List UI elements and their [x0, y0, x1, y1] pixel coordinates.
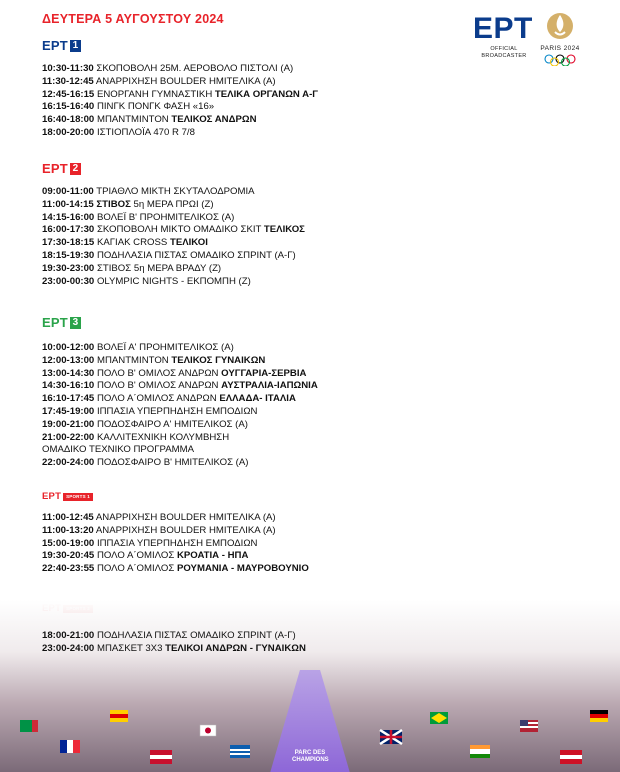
schedule-row: 19:30-23:00 ΣΤΙΒΟΣ 5η ΜΕΡΑ ΒΡΑΔΥ (Ζ) — [42, 262, 222, 274]
paris-2024-logo — [536, 10, 584, 66]
schedule-row: 19:30-20:45 ΠΟΛΟ Α΄ΟΜΙΛΟΣ ΚΡΟΑΤΙΑ - ΗΠΑ — [42, 550, 249, 562]
schedule-row: 15:00-19:00 ΙΠΠΑΣΙΑ ΥΠΕΡΠΗΔΗΣΗ ΕΜΠΟΔΙΩΝ — [42, 537, 258, 549]
channel-ert-sports1-section — [42, 490, 309, 575]
schedule-row: 16:40-18:00 ΜΠΑΝΤΜΙΝΤΟΝ ΤΕΛΙΚΟΣ ΑΝΔΡΩΝ — [42, 114, 257, 126]
schedule-row: 11:00-14:15 ΣΤΙΒΟΣ 5η ΜΕΡΑ ΠΡΩΙ (Ζ) — [42, 198, 214, 210]
channel-ert2-rows — [42, 186, 305, 288]
schedule-row: 13:00-14:30 ΠΟΛΟ Β' ΟΜΙΛΟΣ ΑΝΔΡΩΝ ΟΥΓΓΑΡΙΑ-ΣΕΡΒΙΑ — [42, 367, 307, 379]
schedule-row: 18:15-19:30 ΠΟΔΗΛΑΣΙΑ ΠΙΣΤΑΣ ΟΜΑΔΙΚΟ ΣΠΡΙΝΤ (Α-Γ) — [42, 249, 296, 261]
paris-2024-text: PARIS 2024 — [540, 45, 580, 52]
schedule-row: 22:40-23:55 ΠΟΛΟ Α΄ΟΜΙΛΟΣ ΡΟΥΜΑΝΙΑ - ΜΑΥΡΟΒΟΥΝΙΟ — [42, 563, 309, 575]
schedule-row: 17:45-19:00 ΙΠΠΑΣΙΑ ΥΠΕΡΠΗΔΗΣΗ ΕΜΠΟΔΙΩΝ — [42, 405, 258, 417]
channel-name: ΕΡΤ — [42, 315, 68, 330]
schedule-row: 21:00-22:00 ΚΑΛΛΙΤΕΧΝΙΚΗ ΚΟΛΥΜΒΗΣΗ — [42, 431, 230, 443]
ert-sub-official: OFFICIAL — [490, 46, 518, 52]
schedule-row: 12:45-16:15 ΕΝΟΡΓΑΝΗ ΓΥΜΝΑΣΤΙΚΗ ΤΕΛΙΚΑ ΟΡΓΑΝΩΝ Α-Γ — [42, 88, 319, 100]
schedule-row: 09:00-11:00 ΤΡΙΑΘΛΟ ΜΙΚΤΗ ΣΚΥΤΑΛΟΔΡΟΜΙΑ — [42, 186, 255, 197]
schedule-row-continuation: ΟΜΑΔΙΚΟ ΤΕΧΝΙΚΟ ΠΡΟΓΡΑΜΜΑ — [42, 444, 195, 456]
channel-name: ΕΡΤ — [42, 38, 68, 53]
channel-ert-sports2-rows — [42, 630, 306, 656]
olympic-flame-icon — [536, 10, 584, 44]
schedule-row: 14:15-16:00 ΒΟΛΕΪ Β' ΠΡΟΗΜΙΤΕΛΙΚΟΣ (Α) — [42, 211, 235, 223]
channel-number: 1 — [70, 40, 81, 52]
channel-number: 2 — [70, 163, 81, 175]
schedule-row: 23:00-24:00 ΜΠΑΣΚΕΤ 3Χ3 ΤΕΛΙΚΟΙ ΑΝΔΡΩΝ - ΓΥΝΑΙΚΩΝ — [42, 642, 306, 654]
schedule-row: 11:00-13:20 ΑΝΑΡΡΙΧΗΣΗ BOULDER ΗΜΙΤΕΛΙΚΑ (Α) — [42, 524, 276, 536]
ert-logo — [473, 14, 535, 60]
channel-ert1-section — [42, 38, 319, 138]
date-title: ΔΕΥΤΕΡΑ 5 ΑΥΓΟΥΣΤΟΥ 2024 — [42, 12, 224, 26]
schedule-row: 10:30-11:30 ΣΚΟΠΟΒΟΛΗ 25Μ. ΑΕΡΟΒΟΛΟ ΠΙΣΤΟΛΙ (Α) — [42, 63, 294, 74]
channel-name: ΕΡΤ — [42, 491, 62, 502]
schedule-row: 14:30-16:10 ΠΟΛΟ Β' ΟΜΙΛΟΣ ΑΝΔΡΩΝ ΑΥΣΤΡΑΛΙΑ-ΙΑΠΩΝΙΑ — [42, 380, 318, 392]
schedule-row: 17:30-18:15 ΚΑΓΙΑΚ CROSS ΤΕΛΙΚΟΙ — [42, 237, 208, 249]
channel-number: SPORTS 1 — [63, 493, 93, 501]
schedule-row: 22:00-24:00 ΠΟΔΟΣΦΑΙΡΟ Β' ΗΜΙΤΕΛΙΚΟΣ (Α) — [42, 457, 249, 469]
channel-ert2-section — [42, 161, 305, 287]
ert-wordmark: ΕΡΤ — [473, 12, 533, 45]
olympic-rings-icon — [536, 54, 584, 66]
schedule-row: 12:00-13:00 ΜΠΑΝΤΜΙΝΤΟΝ ΤΕΛΙΚΟΣ ΓΥΝΑΙΚΩΝ — [42, 354, 266, 366]
crowd-background-image — [0, 600, 620, 772]
schedule-row: 16:15-16:40 ΠΙΝΓΚ ΠΟΝΓΚ ΦΑΣΗ «16» — [42, 101, 215, 113]
channel-ert3-badge — [42, 316, 81, 330]
channel-ert1-badge — [42, 39, 81, 53]
channel-ert-sports1-rows — [42, 512, 309, 576]
channel-number: 3 — [70, 317, 81, 329]
schedule-row: 18:00-20:00 ΙΣΤΙΟΠΛΟΪΑ 470 R 7/8 — [42, 126, 195, 138]
schedule-row: 16:00-17:30 ΣΚΟΠΟΒΟΛΗ ΜΙΚΤΟ ΟΜΑΔΙΚΟ ΣΚΙΤ ΤΕΛΙΚΟΣ — [42, 224, 305, 236]
channel-ert3-section — [42, 315, 318, 469]
channel-ert3-rows — [42, 342, 318, 470]
channel-ert-sports1-badge — [42, 490, 93, 504]
schedule-row: 23:00-00:30 OLYMPIC NIGHTS - ΕΚΠΟΜΠΗ (Ζ) — [42, 275, 251, 287]
channel-ert2-badge — [42, 162, 81, 176]
schedule-row: 18:00-21:00 ΠΟΔΗΛΑΣΙΑ ΠΙΣΤΑΣ ΟΜΑΔΙΚΟ ΣΠΡΙΝΤ (Α-Γ) — [42, 630, 296, 641]
schedule-row: 10:00-12:00 ΒΟΛΕΪ Α' ΠΡΟΗΜΙΤΕΛΙΚΟΣ (Α) — [42, 342, 234, 353]
channel-name: ΕΡΤ — [42, 161, 68, 176]
flags-decoration — [0, 600, 620, 772]
channel-ert1-rows — [42, 63, 318, 140]
ert-sub-broadcaster: BROADCASTER — [481, 53, 527, 59]
schedule-row: 19:00-21:00 ΠΟΔΟΣΦΑΙΡΟ Α' ΗΜΙΤΕΛΙΚΟΣ (Α) — [42, 418, 248, 430]
schedule-row: 16:10-17:45 ΠΟΛΟ Α΄ΟΜΙΛΟΣ ΑΝΔΡΩΝ ΕΛΛΑΔΑ- ΙΤΑΛΙΑ — [42, 393, 296, 405]
runway-label: PARC DES CHAMPIONS — [292, 750, 329, 763]
schedule-row: 11:00-12:45 ΑΝΑΡΡΙΧΗΣΗ BOULDER ΗΜΙΤΕΛΙΚΑ (Α) — [42, 512, 276, 523]
schedule-row: 11:30-12:45 ΑΝΑΡΡΙΧΗΣΗ BOULDER ΗΜΙΤΕΛΙΚΑ (Α) — [42, 75, 276, 87]
